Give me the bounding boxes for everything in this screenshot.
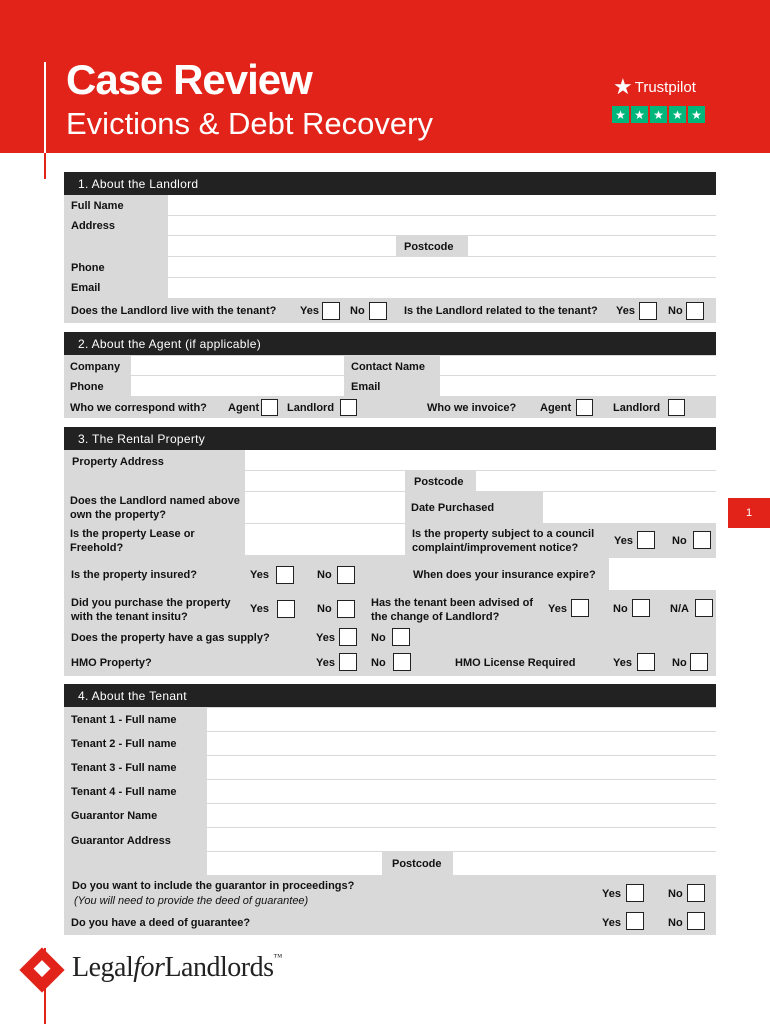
date-purchased-label: Date Purchased [411,502,495,514]
correspond-landlord-checkbox[interactable] [340,399,357,416]
trustpilot-rating [612,106,705,123]
star-icon: ★ [613,74,633,99]
landlord-postcode-label: Postcode [404,241,454,253]
tenant4-label: Tenant 4 - Full name [71,786,177,798]
landlord-address-label: Address [71,220,116,232]
insitu-no-label: No [317,603,332,615]
advised-na-checkbox[interactable] [695,599,713,617]
insitu-yes-checkbox[interactable] [277,600,295,618]
advised-no-label: No [613,603,628,615]
tenant3-input[interactable] [207,756,716,779]
gas-supply-question: Does the property have a gas supply? [71,632,270,644]
insurance-expire-input[interactable] [609,558,716,590]
agent-contact-input[interactable] [440,356,716,375]
star-icon: ★ [631,106,648,123]
council-no-label: No [672,535,687,547]
invoice-agent-label: Agent [540,402,572,414]
guarantor-address-input-2[interactable] [207,852,382,875]
property-address-input-2[interactable] [245,471,405,491]
guarantor-postcode-label: Postcode [392,858,442,870]
council-notice-question: Is the property subject to a council complaint/improvement notice? [412,528,595,554]
related-yes-label: Yes [616,305,635,317]
related-no-label: No [668,305,683,317]
live-no-label: No [350,305,365,317]
hmo-license-yes-checkbox[interactable] [637,653,655,671]
logo-part-legal: Legal [72,952,134,983]
insured-no-checkbox[interactable] [337,566,355,584]
guarantor-name-input[interactable] [207,804,716,827]
related-no-checkbox[interactable] [686,302,704,320]
council-no-checkbox[interactable] [693,531,711,549]
proceedings-no-label: No [668,888,683,900]
page-title: Case Review [66,56,312,103]
insurance-expire-label: When does your insurance expire? [413,569,596,581]
lease-freehold-question: Is the property Lease or Freehold? [70,528,195,554]
insitu-question: Did you purchase the property with the tenant insitu? [71,597,231,623]
star-icon: ★ [612,106,629,123]
council-yes-label: Yes [614,535,633,547]
guarantor-address-label: Guarantor Address [71,835,171,847]
landlord-email-input[interactable] [168,278,716,298]
tenant1-input[interactable] [207,708,716,731]
gas-yes-label: Yes [316,632,335,644]
property-address-input-1[interactable] [245,450,716,470]
insitu-yes-label: Yes [250,603,269,615]
legalforlandlords-logo [72,952,282,984]
section-property-heading: 3. The Rental Property [64,427,716,450]
agent-phone-label: Phone [70,381,104,393]
advised-na-label: N/A [670,603,689,615]
gas-yes-checkbox[interactable] [339,628,357,646]
property-address-label: Property Address [72,456,164,468]
landlord-phone-label: Phone [71,262,105,274]
guarantor-postcode-input[interactable] [453,852,716,875]
property-postcode-input[interactable] [476,471,716,491]
advised-yes-label: Yes [548,603,567,615]
logo-part-for: for [133,952,165,983]
legalforlandlords-logo-icon [19,947,64,992]
correspond-question: Who we correspond with? [70,402,207,414]
insured-yes-checkbox[interactable] [276,566,294,584]
agent-company-label: Company [70,361,121,373]
insured-no-label: No [317,569,332,581]
agent-email-input[interactable] [440,376,716,396]
deed-no-checkbox[interactable] [687,912,705,930]
date-purchased-input[interactable] [543,492,716,523]
invoice-landlord-label: Landlord [613,402,661,414]
proceedings-question: Do you want to include the guarantor in proceedings? [72,880,355,892]
advised-yes-checkbox[interactable] [571,599,589,617]
council-yes-checkbox[interactable] [637,531,655,549]
tenant3-label: Tenant 3 - Full name [71,762,177,774]
agent-contact-label: Contact Name [351,361,425,373]
page-subtitle: Evictions & Debt Recovery [66,106,433,141]
hmo-no-label: No [371,657,386,669]
property-postcode-label: Postcode [414,476,464,488]
landlord-phone-input[interactable] [168,257,716,277]
margin-rule [44,153,46,179]
hmo-license-question: HMO License Required [455,657,576,669]
landlord-email-label: Email [71,282,101,294]
star-icon: ★ [688,106,705,123]
section-agent-heading: 2. About the Agent (if applicable) [64,332,716,355]
landlord-postcode-input[interactable] [468,236,716,256]
trademark-symbol: ™ [273,952,282,962]
hmo-yes-checkbox[interactable] [339,653,357,671]
tenant4-input[interactable] [207,780,716,803]
tenant1-label: Tenant 1 - Full name [71,714,177,726]
invoice-landlord-checkbox[interactable] [668,399,685,416]
lease-freehold-input[interactable] [245,524,405,555]
landlord-owns-input[interactable] [245,492,405,523]
correspond-landlord-label: Landlord [287,402,335,414]
deed-question: Do you have a deed of guarantee? [71,917,251,929]
invoice-agent-checkbox[interactable] [576,399,593,416]
star-icon: ★ [669,106,686,123]
proceedings-yes-checkbox[interactable] [626,884,644,902]
tenant2-input[interactable] [207,732,716,755]
star-icon: ★ [650,106,667,123]
insured-question: Is the property insured? [71,569,197,581]
hmo-yes-label: Yes [316,657,335,669]
live-yes-checkbox[interactable] [322,302,340,320]
hmo-license-no-checkbox[interactable] [690,653,708,671]
proceedings-yes-label: Yes [602,888,621,900]
hmo-license-yes-label: Yes [613,657,632,669]
hmo-question: HMO Property? [71,657,152,669]
invoice-question: Who we invoice? [427,402,517,414]
proceedings-no-checkbox[interactable] [687,884,705,902]
insured-yes-label: Yes [250,569,269,581]
live-no-checkbox[interactable] [369,302,387,320]
insitu-no-checkbox[interactable] [337,600,355,618]
landlord-address-input-2[interactable] [168,236,396,256]
guarantor-address-input-1[interactable] [207,828,716,851]
page-number-tab: 1 [728,498,770,528]
deed-yes-label: Yes [602,917,621,929]
hmo-license-no-label: No [672,657,687,669]
correspond-agent-label: Agent [228,402,260,414]
advised-no-checkbox[interactable] [632,599,650,617]
header-rule [44,62,46,154]
landlord-full-name-label: Full Name [71,200,124,212]
landlord-full-name-input[interactable] [168,195,716,215]
tenant2-label: Tenant 2 - Full name [71,738,177,750]
section-tenant-heading: 4. About the Tenant [64,684,716,707]
landlord-address-input-1[interactable] [168,216,716,235]
live-yes-label: Yes [300,305,319,317]
related-yes-checkbox[interactable] [639,302,657,320]
gas-no-label: No [371,632,386,644]
agent-email-label: Email [351,381,381,393]
landlord-live-question: Does the Landlord live with the tenant? [71,305,277,317]
guarantor-name-label: Guarantor Name [71,810,158,822]
logo-part-landlords: Landlords [164,952,274,983]
tenant-advised-question: Has the tenant been advised of the change of Landlord? [371,597,533,623]
trustpilot-logo [613,74,696,99]
correspond-agent-checkbox[interactable] [261,399,278,416]
deed-yes-checkbox[interactable] [626,912,644,930]
agent-phone-input[interactable] [131,376,344,396]
hmo-no-checkbox[interactable] [393,653,411,671]
section-landlord-heading: 1. About the Landlord [64,172,716,195]
gas-no-checkbox[interactable] [392,628,410,646]
deed-no-label: No [668,917,683,929]
agent-company-input[interactable] [131,356,344,375]
landlord-owns-question: Does the Landlord named above own the property? [70,495,240,521]
proceedings-note: (You will need to provide the deed of guarantee) [74,895,309,907]
landlord-related-question: Is the Landlord related to the tenant? [404,305,598,317]
trustpilot-label: Trustpilot [634,78,696,96]
